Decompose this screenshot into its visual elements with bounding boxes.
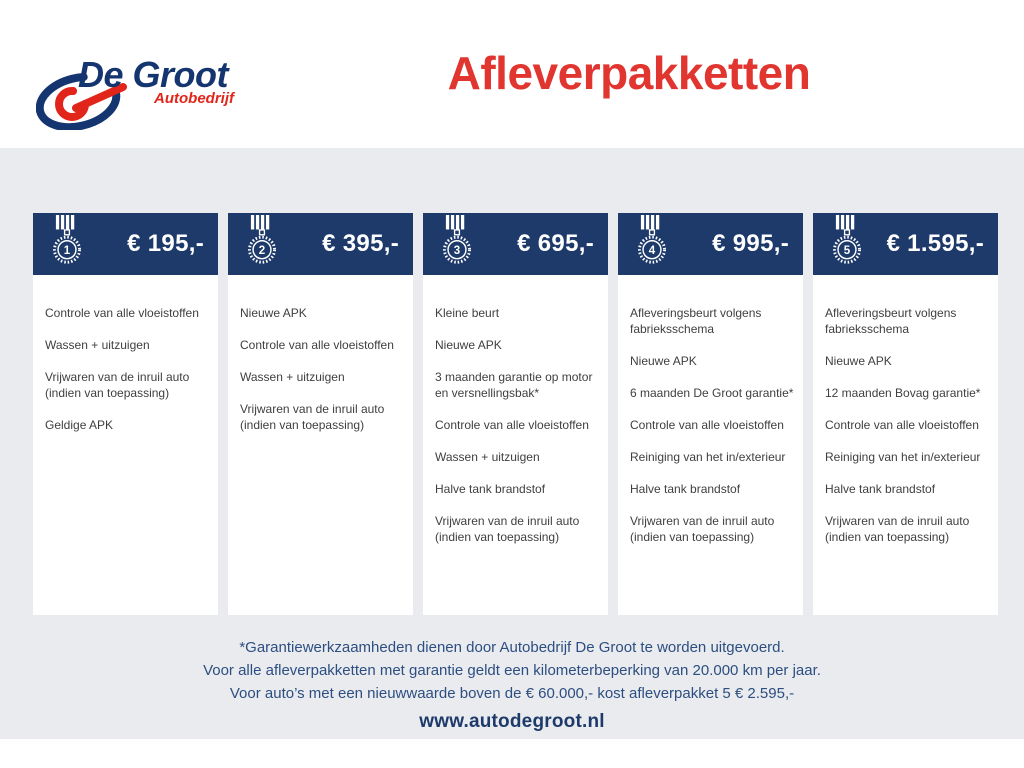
medal-4-icon <box>630 215 674 269</box>
package-item: Vrijwaren van de inruil auto (indien van toepassing) <box>240 402 385 432</box>
footnote-line: Voor alle afleverpakketten met garantie geldt een kilometerbeperking van 20.000 km per jaar. <box>203 662 821 679</box>
footnotes <box>0 636 1024 705</box>
page-title: Afleverpakketten <box>447 47 811 99</box>
top-bar <box>0 0 1024 148</box>
package-column-5 <box>813 213 998 615</box>
package-column-2 <box>228 213 413 615</box>
medal-2-icon <box>240 215 284 269</box>
package-item: Halve tank brandstof <box>825 482 936 496</box>
medal-number: 5 <box>843 245 851 258</box>
medal-3-icon <box>435 215 479 269</box>
package-item: Vrijwaren van de inruil auto (indien van toepassing) <box>630 514 775 544</box>
package-item: Controle van alle vloeistoffen <box>45 306 199 320</box>
package-header-3 <box>423 213 608 275</box>
brand-name: De Groot <box>78 54 229 95</box>
package-item: Vrijwaren van de inruil auto (indien van toepassing) <box>825 514 970 544</box>
package-items <box>33 275 218 615</box>
package-item: Reiniging van het in/exterieur <box>630 450 786 464</box>
package-item: Nieuwe APK <box>825 354 892 368</box>
package-item: Controle van alle vloeistoffen <box>435 418 589 432</box>
package-columns <box>0 148 1024 615</box>
package-header-1 <box>33 213 218 275</box>
package-items <box>813 275 998 615</box>
package-item: Geldige APK <box>45 418 114 432</box>
package-price: € 695,- <box>517 230 594 257</box>
package-price: € 1.595,- <box>886 230 984 257</box>
package-header-2 <box>228 213 413 275</box>
website-link[interactable]: www.autodegroot.nl <box>419 711 605 732</box>
package-item: 6 maanden De Groot garantie* <box>630 386 794 400</box>
package-item: Nieuwe APK <box>435 338 502 352</box>
package-item: 3 maanden garantie op motor en versnellingsbak* <box>435 370 593 400</box>
package-header-5 <box>813 213 998 275</box>
medal-number: 2 <box>258 245 266 258</box>
brand-subtitle: Autobedrijf <box>154 90 234 107</box>
package-item: Wassen + uitzuigen <box>45 338 150 352</box>
footnote-line: Voor auto’s met een nieuwwaarde boven de € 60.000,- kost afleverpakket 5 € 2.595,- <box>229 685 795 702</box>
medal-number: 4 <box>648 245 656 258</box>
package-item: Vrijwaren van de inruil auto (indien van toepassing) <box>435 514 580 544</box>
package-column-4 <box>618 213 803 615</box>
package-column-1 <box>33 213 218 615</box>
package-item: Controle van alle vloeistoffen <box>825 418 979 432</box>
package-price: € 395,- <box>322 230 399 257</box>
footnote-line: *Garantiewerkzaamheden dienen door Autobedrijf De Groot te worden uitgevoerd. <box>239 639 785 656</box>
package-item: Halve tank brandstof <box>435 482 546 496</box>
medal-1-icon <box>45 215 89 269</box>
bottom-band <box>0 739 1024 768</box>
package-item: Nieuwe APK <box>240 306 307 320</box>
brand-logo <box>36 48 251 140</box>
package-items <box>618 275 803 615</box>
package-item: Wassen + uitzuigen <box>435 450 540 464</box>
package-item: Afleveringsbeurt volgens fabrieksschema <box>630 306 762 336</box>
package-item: Controle van alle vloeistoffen <box>630 418 784 432</box>
package-header-4 <box>618 213 803 275</box>
package-price: € 995,- <box>712 230 789 257</box>
package-item: Halve tank brandstof <box>630 482 741 496</box>
package-items <box>228 275 413 615</box>
package-item: Controle van alle vloeistoffen <box>240 338 394 352</box>
package-price: € 195,- <box>127 230 204 257</box>
medal-number: 3 <box>453 245 461 258</box>
package-items <box>423 275 608 615</box>
package-item: Wassen + uitzuigen <box>240 370 345 384</box>
package-item: Afleveringsbeurt volgens fabrieksschema <box>825 306 957 336</box>
package-item: Vrijwaren van de inruil auto (indien van toepassing) <box>45 370 190 400</box>
medal-number: 1 <box>63 245 71 258</box>
package-item: Reiniging van het in/exterieur <box>825 450 981 464</box>
package-column-3 <box>423 213 608 615</box>
package-item: 12 maanden Bovag garantie* <box>825 386 981 400</box>
medal-5-icon <box>825 215 869 269</box>
package-item: Nieuwe APK <box>630 354 697 368</box>
content-area <box>0 148 1024 739</box>
package-item: Kleine beurt <box>435 306 500 320</box>
